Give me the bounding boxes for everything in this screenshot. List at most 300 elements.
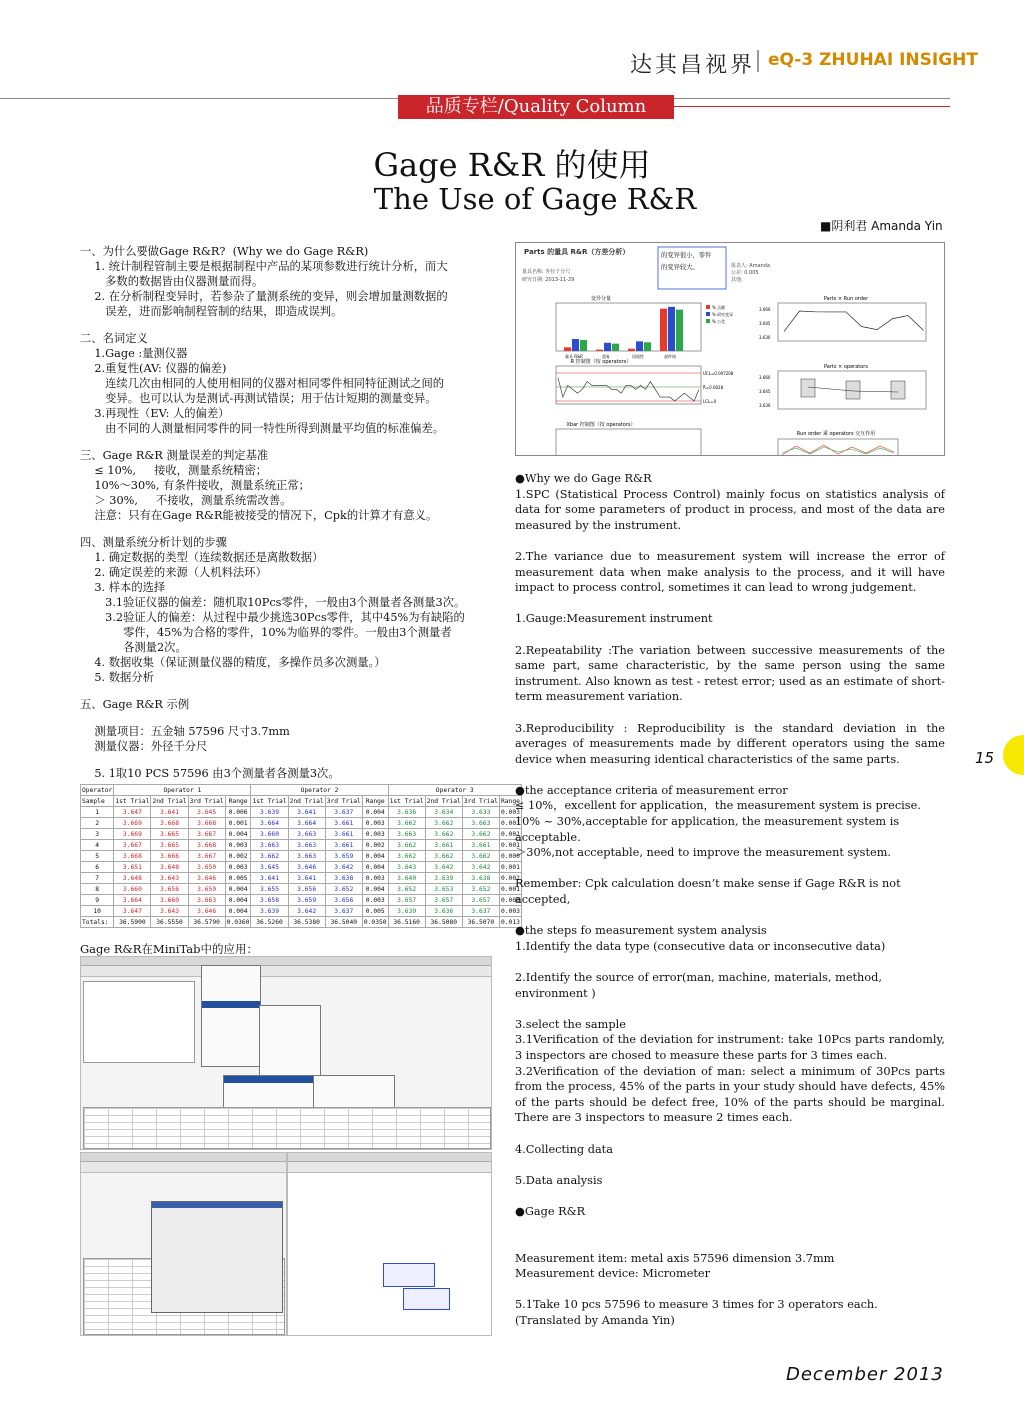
footer-date: December 2013 [786, 1364, 944, 1385]
panel-title-interaction: Run order 乘 operators 交互作用 [796, 431, 876, 437]
spacer [515, 1126, 945, 1142]
component-bar [564, 347, 571, 351]
right-text-paragraph: 3.2Verification of the deviation of man: select a minimum of 30Pcs parts from the process, 45% of the parts in your study should have defects, 45% of the parts should be defect free, 10% of the parts should be marginal. There are 3 inspectors to measure 2 times each. [515, 1064, 945, 1125]
table-column-header: 3rd Trial [189, 797, 224, 805]
interaction-series-2 [782, 447, 894, 454]
left-text-line: ＞ 30%, 不接收，测量系统需改善。 [80, 494, 292, 507]
table-row [81, 851, 522, 862]
table-cell: 0.003 [500, 808, 520, 816]
boxplot-2 [846, 381, 860, 399]
table-cell: 3.661 [425, 840, 462, 851]
table-cell: 0.003 [362, 829, 388, 840]
table-cell: 0.002 [500, 874, 520, 882]
minitab-output-screenshot [287, 1152, 492, 1336]
right-text-paragraph: ●the acceptance criteria of measurement error [515, 783, 788, 797]
table-cell: 0.0350 [363, 918, 387, 926]
table-cell: 4 [81, 840, 114, 851]
table-cell: 0.003 [362, 818, 388, 829]
left-text-line: ≤ 10%, 接收，测量系统精密； [80, 464, 268, 477]
table-row [81, 884, 522, 895]
table-cell: 3.668 [188, 818, 225, 829]
spacer [515, 1235, 945, 1251]
table-cell: 3.645 [251, 862, 288, 873]
table-cell: 3.642 [462, 862, 499, 873]
info-right-2: 公差: 0.005 [731, 270, 759, 276]
table-header-operator-2: Operator 2 [251, 785, 388, 796]
component-bar [596, 350, 603, 351]
table-cell: 0.003 [500, 907, 520, 915]
interaction-series-1 [782, 445, 894, 455]
component-category-label: 量具 R&R [565, 354, 583, 359]
stat-menu [201, 965, 261, 1067]
table-cell: 3.664 [114, 895, 151, 906]
right-text-paragraph: 2.Repeatability :The variation between successive measurements of the same part, same characteristic, by the same person using the same instrument. Also known as test - retest error; used as an estimate of short-term measurement variation. [515, 643, 945, 704]
component-category-label: 重复 [602, 354, 610, 359]
legend-2: % 研究变异 [712, 312, 734, 317]
left-text-line: 各测量2次。 [80, 641, 187, 654]
table-cell: 3.648 [114, 873, 151, 884]
right-text-paragraph: 4.Collecting data [515, 1142, 613, 1156]
boxplot-1 [801, 379, 815, 397]
component-bar [636, 341, 643, 351]
left-text-line: 5. 1取10 PCS 57596 由3个测量者各测量3次。 [80, 767, 340, 780]
right-column-text [515, 471, 945, 1329]
title-cn: Gage R&R 的使用 [373, 146, 651, 184]
table-cell: 9 [81, 895, 114, 906]
table-cell: 2 [81, 818, 114, 829]
component-bar [580, 340, 587, 351]
table-cell: 3.637 [325, 807, 362, 818]
interaction-frame [778, 439, 898, 455]
table-row [81, 906, 522, 917]
table-cell: 36.5380 [288, 917, 325, 928]
table-cell: 3.642 [325, 862, 362, 873]
table-cell: 8 [81, 884, 114, 895]
table-cell: 0.0360 [226, 918, 250, 926]
left-text-line: 5. 数据分析 [80, 671, 154, 684]
table-cell: 3.662 [425, 818, 462, 829]
right-text-paragraph: 5.Data analysis [515, 1173, 603, 1187]
table-row [81, 840, 522, 851]
table-cell: 3.667 [188, 851, 225, 862]
table-cell: 3.665 [151, 840, 188, 851]
right-text-paragraph: (Translated by Amanda Yin) [515, 1314, 675, 1328]
table-header-operator: Operator [82, 786, 113, 794]
spacer [80, 319, 495, 331]
worksheet-grid [83, 1107, 491, 1149]
table-column-header: 1st Trial [115, 797, 150, 805]
component-bar [660, 309, 667, 351]
table-cell: 0.004 [362, 807, 388, 818]
table-row [81, 862, 522, 873]
table-row [81, 829, 522, 840]
table-cell: 3.643 [388, 862, 425, 873]
table-cell: 3.653 [425, 884, 462, 895]
table-cell: 3.663 [388, 829, 425, 840]
table-row [81, 873, 522, 884]
column-label: 品质专栏/Quality Column [398, 95, 674, 119]
spacer [80, 712, 495, 724]
table-cell: 3.639 [388, 906, 425, 917]
table-cell: 36.5260 [251, 917, 288, 928]
left-text-line: 五、Gage R&R 示例 [80, 698, 190, 711]
minitab-menu-screenshot [80, 956, 492, 1150]
table-cell: 3.661 [325, 818, 362, 829]
table-cell: 3.662 [251, 851, 288, 862]
table-cell: 3.657 [462, 895, 499, 906]
right-text-paragraph: Measurement item: metal axis 57596 dimension 3.7mm [515, 1251, 835, 1265]
table-cell: 3.660 [114, 884, 151, 895]
gage-rr-dialog [151, 1201, 283, 1313]
right-text-paragraph: 10% ~ 30%,acceptable for application, the measurement system is acceptable. [515, 815, 900, 844]
table-cell: 0.003 [225, 862, 251, 873]
table-cell: 36.5550 [151, 917, 188, 928]
table-cell: 3.657 [425, 895, 462, 906]
header-divider [757, 50, 759, 72]
spacer [80, 685, 495, 697]
axis-tick-2: 3.645 [759, 321, 771, 326]
table-cell: 3.659 [325, 851, 362, 862]
table-cell: 5 [81, 851, 114, 862]
r-chart-mean: R̄=0.0028 [703, 385, 724, 390]
table-cell: 0.004 [225, 829, 251, 840]
table-cell: 0.001 [500, 863, 520, 871]
right-text-paragraph: 1.SPC (Statistical Process Control) mainly focus on statistics analysis of data for some parameters of product in process, and most of the data are measured by the instrument. [515, 487, 945, 532]
table-cell: 3.639 [425, 873, 462, 884]
table-cell: 3.662 [388, 851, 425, 862]
table-cell: 3.652 [388, 884, 425, 895]
gage-rr-chart-svg [516, 243, 944, 455]
table-cell: 3.660 [251, 829, 288, 840]
component-bar [644, 342, 651, 351]
gage-rr-figure [515, 242, 945, 456]
table-cell: 3.661 [462, 840, 499, 851]
table-row [81, 807, 522, 818]
table-cell: 36.5080 [425, 917, 462, 928]
info-left-1: 量具名称: 外径千分尺 [522, 269, 571, 275]
spacer [515, 908, 945, 924]
left-text-line: 零件，45%为合格的零件，10%为临界的零件。一般由3个测量者 [80, 626, 452, 639]
table-cell: 0.004 [362, 851, 388, 862]
table-cell: 3.648 [151, 862, 188, 873]
magazine-name-en: eQ-3 ZHUHAI INSIGHT [768, 50, 978, 70]
toolbar [81, 1162, 286, 1173]
table-cell: 0.003 [225, 840, 251, 851]
table-cell: 3.669 [114, 829, 151, 840]
spacer [515, 1220, 945, 1236]
table-cell: 0.004 [225, 884, 251, 895]
table-cell: 3.639 [251, 807, 288, 818]
table-cell: 3.662 [388, 818, 425, 829]
legend-1: % 贡献 [712, 305, 726, 310]
r-chart-ucl: UCL=0.007208 [703, 371, 734, 376]
table-cell: 36.5790 [188, 917, 225, 928]
table-cell: 3.663 [288, 829, 325, 840]
table-cell: 0.003 [362, 873, 388, 884]
table-column-header: Range [362, 796, 388, 807]
table-row [81, 895, 522, 906]
callout-2: 的变异较大。 [661, 264, 699, 271]
parts-run-frame [778, 303, 926, 341]
table-cell: 0.004 [225, 906, 251, 917]
table-cell: 3.640 [388, 873, 425, 884]
right-text-paragraph: ●Why we do Gage R&R [515, 472, 652, 485]
table-cell: 3.636 [425, 906, 462, 917]
right-text-paragraph: 2.The variance due to measurement system will increase the error of measurement data when make analysis to the process, and it will have impact to process control, sometimes it can lead to wrong judgement. [515, 549, 945, 595]
table-cell: 3.641 [288, 807, 325, 818]
table-cell: 3.636 [388, 807, 425, 818]
panel-title-parts-run: Parts × Run order [823, 296, 869, 302]
axis-tick-3: 3.630 [759, 335, 771, 340]
title-en: The Use of Gage R&R [373, 182, 697, 216]
table-cell: 3.638 [325, 873, 362, 884]
info-left-2: 研究日期: 2013-11-29 [522, 277, 575, 283]
left-text-line: 2.重复性(AV: 仪器的偏差) [80, 362, 227, 375]
table-cell: 7 [81, 873, 114, 884]
table-column-header: 2nd Trial [152, 797, 187, 805]
left-text-line: 1. 确定数据的类型（连续数据还是离散数据） [80, 551, 324, 564]
spacer [515, 705, 945, 721]
spacer [80, 754, 495, 766]
right-text-paragraph: 1.Gauge:Measurement instrument [515, 612, 713, 626]
table-cell: 3.662 [388, 840, 425, 851]
right-text-paragraph: Remember: Cpk calculation doesn’t make sense if Gage R&R is not accepted, [515, 877, 901, 907]
table-column-header: Sample [81, 796, 114, 807]
table-cell: 3.650 [188, 862, 225, 873]
table-cell: 3.652 [462, 884, 499, 895]
table-row [81, 818, 522, 829]
table-cell: 3.642 [288, 906, 325, 917]
table-cell: 3.662 [425, 851, 462, 862]
table-cell: 3.663 [288, 851, 325, 862]
right-text-paragraph: Measurement device: Micrometer [515, 1267, 711, 1281]
table-cell: 0.000 [500, 852, 520, 860]
left-text-line: 连续几次由相同的人使用相同的仪器对相同零件相同特征测试之间的 [80, 377, 445, 390]
right-text-paragraph: ●the steps fo measurement system analysis [515, 924, 767, 938]
table-cell: 3.656 [151, 884, 188, 895]
table-cell: 3.661 [325, 829, 362, 840]
table-cell: 3.652 [325, 884, 362, 895]
left-text-line: 由不同的人测量相同零件的同一特性所得到测量平均值的标准偏差。 [80, 422, 445, 435]
table-cell: 3.657 [388, 895, 425, 906]
table-cell: 0.003 [362, 895, 388, 906]
table-cell: 0.001 [500, 830, 520, 838]
table-cell: 3.663 [188, 895, 225, 906]
left-text-line: 误差，进而影响制程管制的结果，即造成误判。 [80, 305, 343, 318]
menu-bar [81, 1153, 286, 1162]
right-text-paragraph: 2.Identify the source of error(man, machine, materials, method, environment ) [515, 971, 882, 1000]
table-column-header: Range [500, 797, 520, 805]
callout-1: 的变异很小，零件 [661, 252, 712, 259]
table-cell: 3.645 [188, 807, 225, 818]
left-text-line: 2. 在分析制程变异时，若参杂了量测系统的变异，则会增加量测数据的 [80, 290, 448, 303]
spacer [515, 1282, 945, 1298]
right-text-paragraph: ●Gage R&R [515, 1204, 586, 1218]
table-cell: 3.637 [325, 906, 362, 917]
info-right-3: 其他: [731, 277, 743, 283]
left-text-line: 测量项目：五金轴 57596 尺寸3.7mm [80, 725, 290, 738]
table-cell: 3.643 [151, 906, 188, 917]
axis-tick-4: 3.660 [759, 375, 771, 380]
parts-run-series [784, 311, 924, 332]
table-totals-row [81, 917, 522, 928]
table-cell: 3.641 [251, 873, 288, 884]
component-category-label: 再现性 [632, 354, 644, 359]
table-cell: 0.001 [225, 818, 251, 829]
right-text-paragraph: 1.Identify the data type (consecutive data or inconsecutive data) [515, 939, 886, 953]
spacer [80, 436, 495, 448]
table-column-header: 3rd Trial [463, 797, 498, 805]
left-text-line: 三、Gage R&R 测量误差的判定基准 [80, 449, 269, 462]
spacer [515, 767, 945, 783]
r-chart-series [558, 378, 699, 401]
left-text-line: 3.2验证人的偏差：从过程中最少挑选30Pcs零件，其中45%为有缺陷的 [80, 611, 465, 624]
component-bar [676, 310, 683, 351]
table-cell: 0.005 [362, 906, 388, 917]
table-cell: 3.658 [251, 895, 288, 906]
left-text-line: 3.再现性（EV: 人的偏差） [80, 407, 230, 420]
spacer [515, 861, 945, 877]
table-cell: 0.001 [500, 819, 520, 827]
left-text-line: 1. 统计制程管制主要是根据制程中产品的某项参数进行统计分析，而大 [80, 260, 448, 273]
table-column-header: Range [225, 796, 251, 807]
table-cell: 3.662 [425, 829, 462, 840]
toolbar [81, 966, 491, 977]
table-cell: Totals: [81, 917, 114, 928]
table-column-header: 2nd Trial [289, 797, 324, 805]
left-text-line: 测量仪器：外径千分尺 [80, 740, 208, 753]
table-cell: 3.637 [462, 906, 499, 917]
table-cell: 1 [81, 807, 114, 818]
left-text-line: 四、测量系统分析计划的步骤 [80, 536, 227, 549]
spacer [515, 533, 945, 549]
spacer [515, 1001, 945, 1017]
table-cell: 3.663 [462, 818, 499, 829]
table-cell: 36.5900 [114, 917, 151, 928]
axis-tick-5: 3.645 [759, 389, 771, 394]
table-cell: 10 [81, 906, 114, 917]
session-window [83, 981, 195, 1063]
table-cell: 3.643 [151, 873, 188, 884]
table-cell: 3.665 [151, 829, 188, 840]
panel-title-xbar-chart: Xbar 控制图（按 operators） [566, 422, 636, 428]
table-column-header: 1st Trial [252, 797, 287, 805]
table-cell: 0.004 [362, 862, 388, 873]
left-text-line: 变异。也可以认为是测试-再测试错误；用于估计短期的测量变异。 [80, 392, 437, 405]
table-cell: 3 [81, 829, 114, 840]
table-cell: 36.5160 [388, 917, 425, 928]
table-cell: 0.002 [362, 840, 388, 851]
table-cell: 0.001 [500, 885, 520, 893]
r-chart-lcl: LCL=0 [703, 399, 717, 404]
table-cell: 3.659 [188, 884, 225, 895]
table-cell: 0.006 [225, 807, 251, 818]
table-cell: 3.638 [462, 873, 499, 884]
table-cell: 3.664 [288, 818, 325, 829]
rr-data-table [80, 784, 520, 928]
table-cell: 3.646 [188, 873, 225, 884]
right-text-paragraph: ＞30%,not acceptable, need to improve the measurement system. [515, 846, 892, 860]
spacer [515, 627, 945, 643]
left-text-line: 二、名词定义 [80, 332, 148, 345]
table-cell: 3.662 [462, 829, 499, 840]
table-cell: 0.005 [225, 873, 251, 884]
table-cell: 3.642 [425, 862, 462, 873]
left-text-line: 3.1验证仪器的偏差：随机取10Pcs零件，一般由3个测量者各测量3次。 [80, 596, 466, 609]
table-cell: 3.634 [425, 807, 462, 818]
table-cell: 0.000 [500, 896, 520, 904]
table-cell: 3.647 [114, 906, 151, 917]
left-text-line: 一、为什么要做Gage R&R? (Why we do Gage R&R) [80, 245, 369, 258]
component-bar [628, 349, 635, 351]
left-text-line: 3. 样本的选择 [80, 581, 166, 594]
component-bar [604, 343, 611, 351]
panel-title-r-chart: R 控制图（按 operators） [570, 359, 632, 365]
table-cell: 3.668 [188, 840, 225, 851]
r-chart-frame [556, 366, 701, 404]
toolbar [288, 1162, 491, 1173]
left-text-line: 4. 数据收集（保证测量仪器的精度，多操作员多次测量。） [80, 656, 386, 669]
component-bar [572, 339, 579, 351]
column-rule [674, 106, 950, 107]
minitab-dialog-screenshot [80, 1152, 287, 1336]
table-cell: 3.667 [188, 829, 225, 840]
right-text-paragraph: 3.Reproducibility : Reproducibility is the standard deviation in the averages of measurements made by different operators using the same device when measuring identical characteristics of the same parts. [515, 721, 945, 766]
table-cell: 3.651 [114, 862, 151, 873]
table-cell: 36.5070 [462, 917, 499, 928]
table-cell: 3.669 [114, 818, 151, 829]
table-header-operator-3: Operator 3 [388, 785, 521, 796]
component-category-label: 部件间 [664, 354, 676, 359]
spacer [515, 1157, 945, 1173]
spacer [515, 1188, 945, 1204]
table-cell: 3.641 [151, 807, 188, 818]
table-cell: 3.668 [114, 851, 151, 862]
table-cell: 3.639 [251, 906, 288, 917]
table-cell: 3.659 [288, 895, 325, 906]
table-cell: 0.002 [225, 851, 251, 862]
figure-title: Parts 的量具 R&R（方差分析） [524, 248, 630, 256]
axis-tick-1: 3.660 [759, 307, 771, 312]
table-cell: 3.646 [288, 862, 325, 873]
table-cell: 3.646 [188, 906, 225, 917]
table-cell: 3.633 [462, 807, 499, 818]
table-cell: 0.013 [500, 918, 520, 926]
table-column-header: 1st Trial [389, 797, 424, 805]
legend-3: % 公差 [712, 319, 726, 324]
right-text-paragraph: 3.select the sample [515, 1017, 626, 1031]
panel-title-components: 变异分量 [590, 296, 612, 302]
info-right-1: 报表人: Amanda [731, 263, 771, 269]
table-cell: 3.641 [288, 873, 325, 884]
component-bar [668, 307, 675, 351]
component-bar [612, 344, 619, 351]
page-tab [1003, 735, 1024, 775]
table-cell: 3.663 [288, 840, 325, 851]
table-cell: 3.667 [114, 840, 151, 851]
table-cell: 3.666 [151, 851, 188, 862]
table-cell: 0.001 [500, 841, 520, 849]
left-text-line: 注意：只有在Gage R&R能被接受的情况下，Cpk的计算才有意义。 [80, 509, 438, 522]
table-column-header: 3rd Trial [326, 797, 361, 805]
table-cell: 3.663 [251, 840, 288, 851]
left-text-line: 2. 确定误差的来源（人机料法环） [80, 566, 267, 579]
table-cell: 3.647 [114, 807, 151, 818]
table-cell: 3.661 [325, 840, 362, 851]
left-column-text [80, 244, 495, 781]
xbar-chart-frame [556, 429, 701, 455]
menu-bar [288, 1153, 491, 1162]
